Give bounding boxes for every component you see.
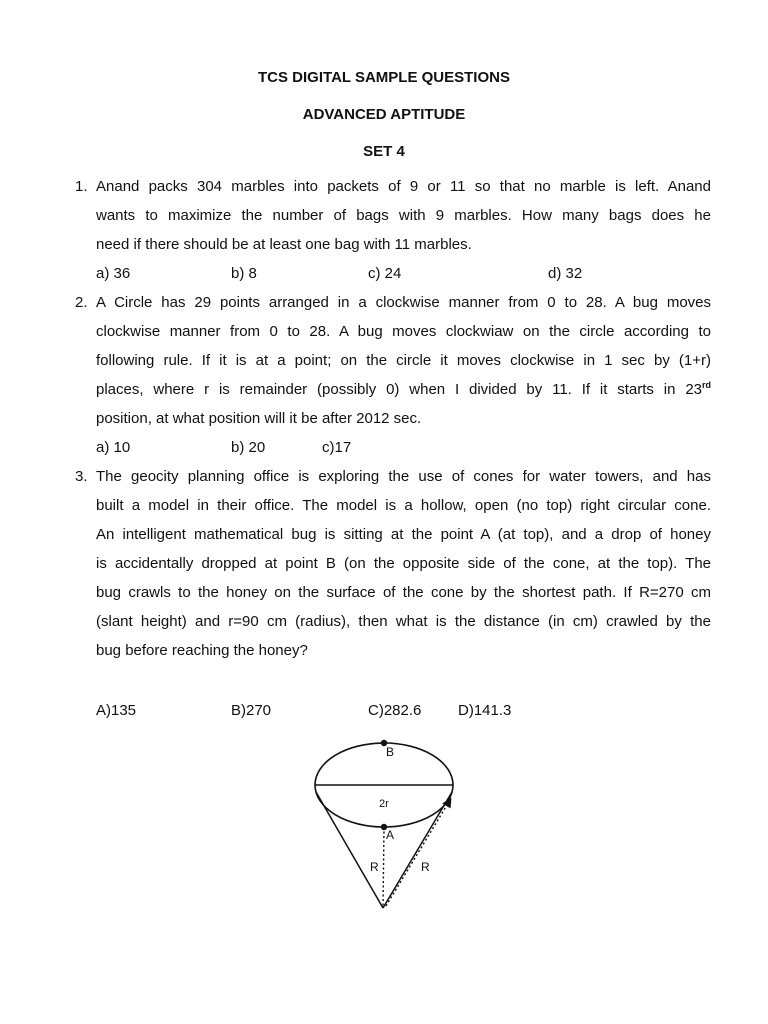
set-label: SET 4: [363, 143, 405, 160]
question-text-line: (slant height) and r=90 cm (radius), then what is the distance (in cm) crawled by the: [96, 613, 711, 630]
answer-option: B)270: [231, 702, 272, 719]
answer-option: a) 10: [96, 439, 131, 456]
slant-height-arrow: [386, 800, 450, 906]
answer-option: c) 24: [368, 265, 402, 282]
answer-option: b) 8: [231, 265, 257, 282]
question-text-line: wants to maximize the number of bags with 9 marbles. How many bags does he: [96, 207, 711, 224]
answer-option: c)17: [322, 439, 352, 456]
document-title: TCS DIGITAL SAMPLE QUESTIONS: [258, 69, 510, 86]
answer-option: D)141.3: [458, 702, 512, 719]
cone-side-left: [316, 792, 383, 908]
document-subtitle: ADVANCED APTITUDE: [302, 106, 466, 123]
cone-diagram: [300, 730, 480, 920]
question-text-line: The geocity planning office is exploring the use of cones for water towers, and has: [96, 468, 711, 485]
question-text-line: An intelligent mathematical bug is sitting at the point A (at top), and a drop of honey: [96, 526, 711, 543]
question-number: 3.: [75, 468, 88, 485]
answer-option: A)135: [96, 702, 137, 719]
question-text-line: need if there should be at least one bag with 11 marbles.: [96, 236, 472, 253]
question-text-line: is accidentally dropped at point B (on the opposite side of the cone, at the top). The: [96, 555, 711, 572]
slant-height-dotted-line: [383, 827, 384, 908]
question-text-line: clockwise manner from 0 to 28. A bug moves clockwiaw on the circle according to: [96, 323, 711, 340]
question-text-line: [96, 381, 711, 398]
label-r-right: R: [421, 860, 430, 874]
question-number: 2.: [75, 294, 88, 311]
label-a: A: [386, 828, 395, 842]
label-b: B: [386, 745, 395, 759]
cone-side-right: [383, 792, 452, 908]
question-text-line: built a model in their office. The model is a hollow, open (no top) right circular cone.: [96, 497, 711, 514]
ordinal-superscript: rd: [702, 380, 711, 390]
answer-option: d) 32: [548, 265, 583, 282]
question-text-line: bug before reaching the honey?: [96, 642, 308, 659]
question-number: 1.: [75, 178, 88, 195]
question-text-line: bug crawls to the honey on the surface of the cone by the shortest path. If R=270 cm: [96, 584, 711, 601]
question-text-line: Anand packs 304 marbles into packets of 9 or 11 so that no marble is left. Anand: [96, 178, 711, 195]
question-text-line: A Circle has 29 points arranged in a clockwise manner from 0 to 28. A bug moves: [96, 294, 711, 311]
question-text-line: following rule. If it is at a point; on the circle it moves clockwise in 1 sec by (1+r): [96, 352, 711, 369]
answer-option: a) 36: [96, 265, 131, 282]
label-2r: 2r: [379, 798, 389, 810]
answer-option: C)282.6: [368, 702, 422, 719]
question-text-segment: places, where r is remainder (possibly 0) when I divided by 11. If it starts in 23: [96, 381, 702, 398]
label-r-left: R: [370, 860, 379, 874]
answer-option: b) 20: [231, 439, 266, 456]
question-text-line: position, at what position will it be after 2012 sec.: [96, 410, 422, 427]
